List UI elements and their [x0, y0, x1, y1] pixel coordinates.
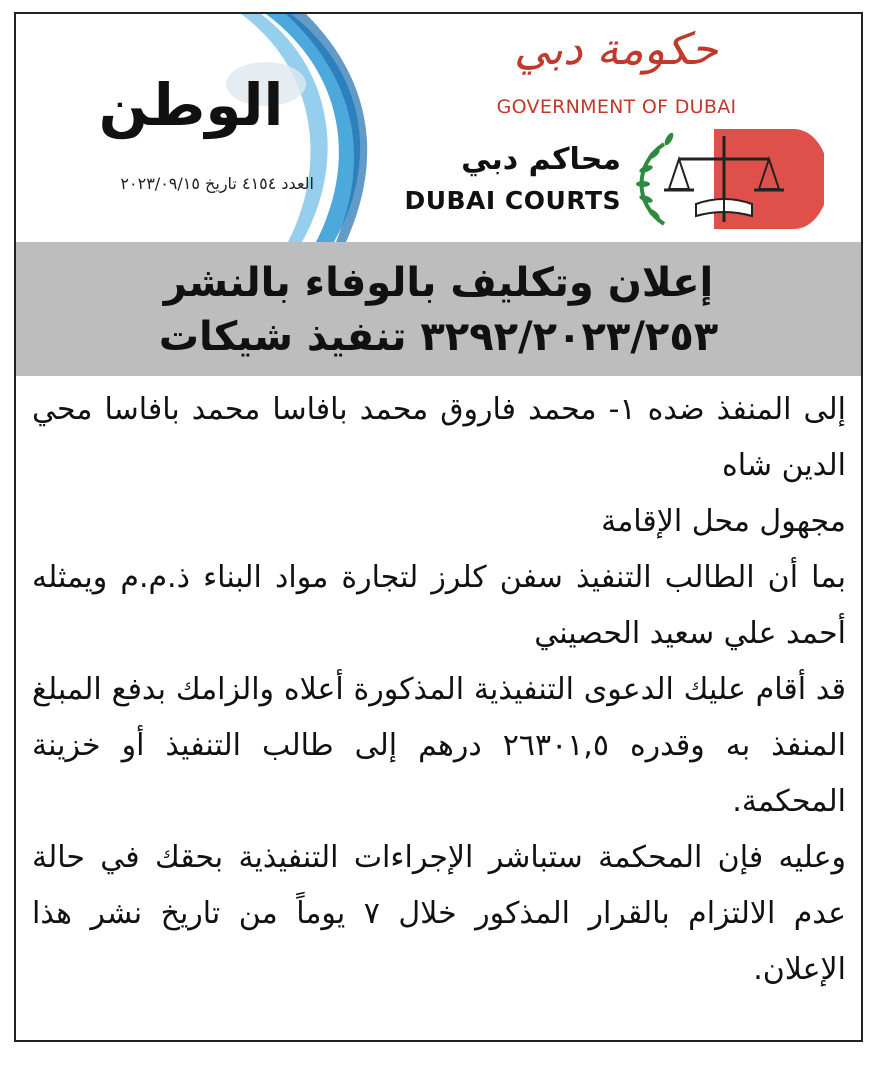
body-paragraph-applicant: بما أن الطالب التنفيذ سفن كلرز لتجارة مواد البناء ذ.م.م ويمثله أحمد علي سعيد الحصيني — [32, 560, 846, 651]
announcement-frame — [14, 12, 863, 1042]
body-paragraph-residence: مجهول محل الإقامة — [601, 504, 846, 539]
government-english-label: GOVERNMENT OF DUBAI — [496, 96, 737, 118]
announcement-title: إعلان وتكليف بالوفاء بالنشر — [163, 260, 714, 306]
courts-arabic-label: محاكم دبي — [461, 142, 621, 177]
dubai-courts-emblem-icon — [624, 124, 824, 234]
body-paragraph-recipient: إلى المنفذ ضده ١- محمد فاروق محمد بافاسا محمد بافاسا محي الدين شاه — [32, 392, 846, 483]
courts-english-label: DUBAI COURTS — [404, 186, 621, 215]
announcement-body — [32, 382, 846, 998]
newspaper-issue: العدد ٤١٥٤ تاريخ ٢٠٢٣/٠٩/١٥ — [120, 174, 314, 193]
government-arabic-logo: حكومة دبي — [514, 24, 718, 75]
header — [16, 14, 861, 242]
body-paragraph-notice: وعليه فإن المحكمة ستباشر الإجراءات التنفيذية بحقك في حالة عدم الالتزام بالقرار المذكور خلال ٧ يوماً من تاريخ نشر هذا الإعلان. — [32, 840, 847, 987]
body-paragraph-claim: قد أقام عليك الدعوى التنفيذية المذكورة أعلاه والزامك بدفع المبلغ المنفذ به وقدره ٢٦٣٠١,٥ درهم إلى طالب التنفيذ أو خزينة المحكمة. — [32, 672, 846, 819]
case-number-title: ٣٢٩٢/٢٠٢٣/٢٥٣ تنفيذ شيكات — [158, 314, 719, 360]
newspaper-masthead — [16, 14, 376, 242]
newspaper-name: الوطن — [98, 71, 284, 139]
title-band — [16, 242, 861, 376]
